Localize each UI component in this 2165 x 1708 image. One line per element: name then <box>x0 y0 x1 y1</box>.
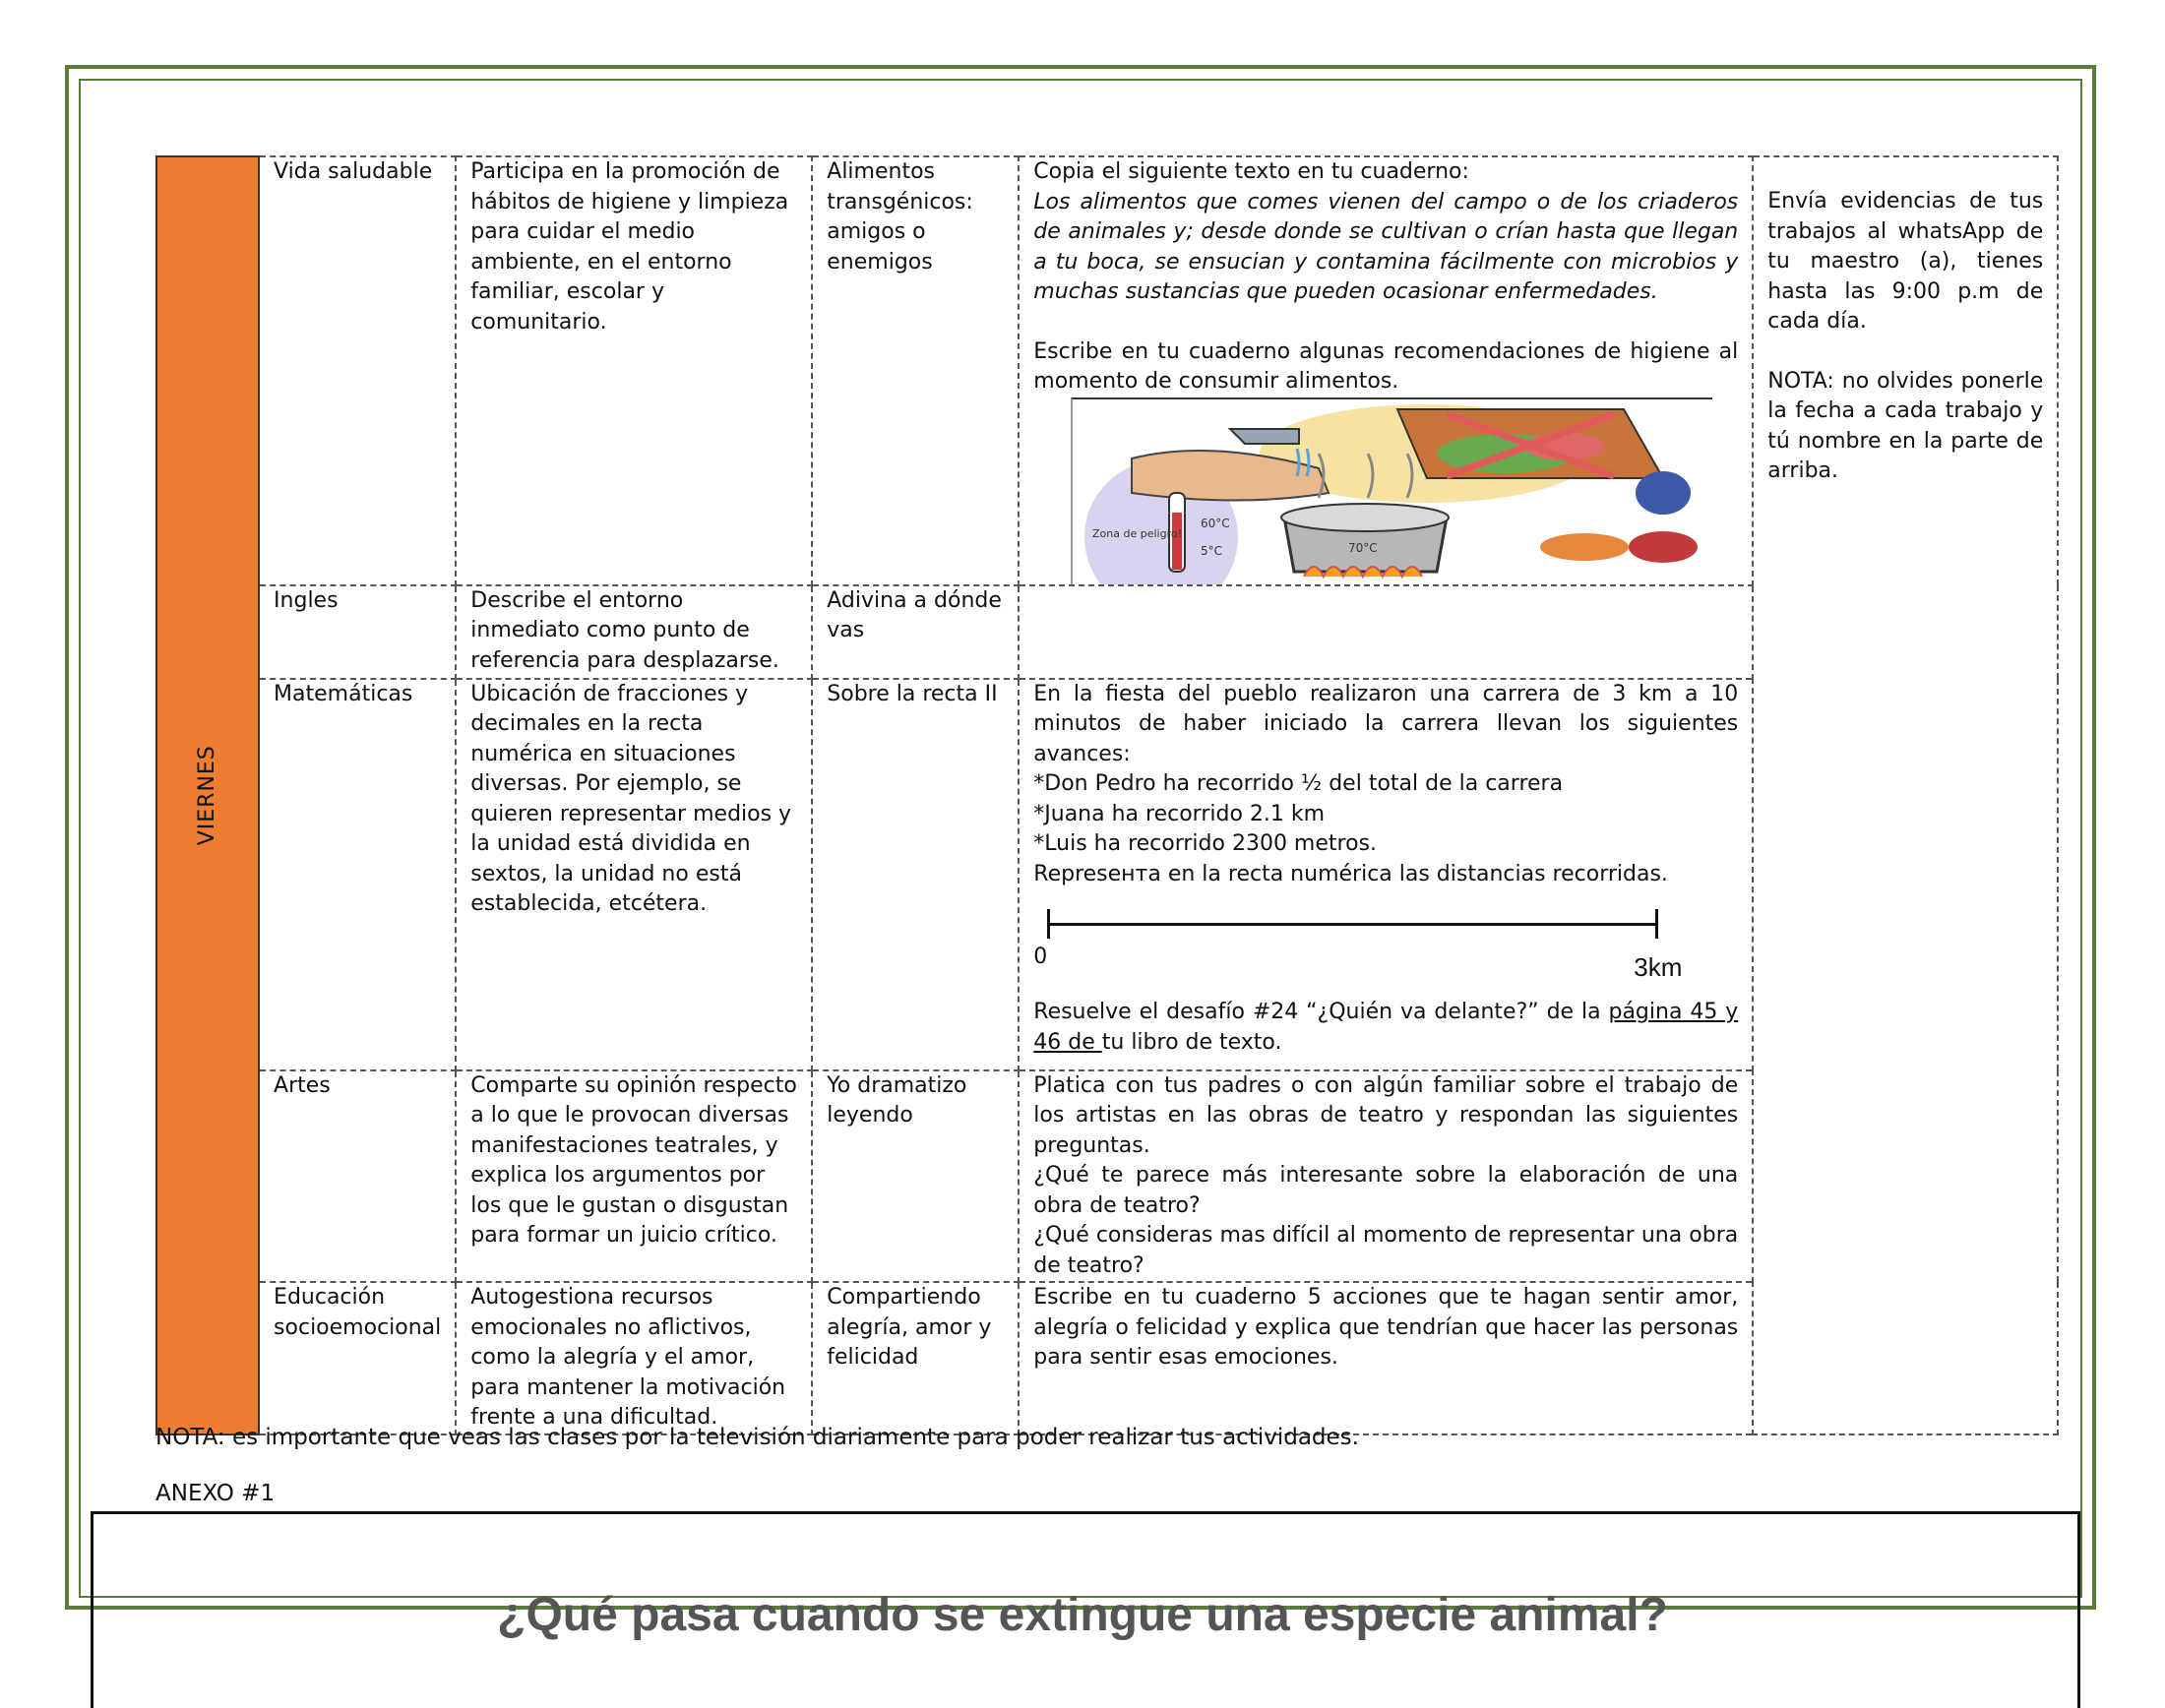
activity-question: ¿Qué te parece más interesante sobre la elaboración de una obra de teatro? <box>1033 1163 1739 1218</box>
page-reference-link: página 45 y 46 de <box>1033 1000 1739 1055</box>
temp-5-label: 5°C <box>1201 543 1223 558</box>
subject-cell: Matemáticas <box>259 679 456 1070</box>
day-column <box>156 156 259 1434</box>
evidence-cell <box>1753 156 2058 1434</box>
number-line-tick-end <box>1655 909 1658 939</box>
number-line-end-label: 3km <box>1634 952 1683 982</box>
topic-cell: Compartiendo alegría, amor y felicidad <box>812 1282 1019 1434</box>
topic-cell: Sobre la recta II <box>812 679 1019 1070</box>
learning-cell: Ubicación de fracciones y decimales en la recta numérica en situaciones diversas. Por ejemplo, se quieren representar medios y la unidad está dividida en sextos, la unidad no está establecida, etcétera. <box>456 679 812 1070</box>
learning-cell: Comparte su opinión respecto a lo que le provocan diversas manifestaciones teatrales, y explica los argumentos por los que le gustan o disgustan para formar un juicio crítico. <box>456 1070 812 1283</box>
activity-paragraph: En la fiesta del pueblo realizaron una carrera de 3 km a 10 minutos de haber iniciado la carrera llevan los siguientes avances: <box>1033 681 1739 766</box>
learning-cell: Autogestiona recursos emocionales no aflictivos, como la alegría y el amor, para mantener la motivación frente a una dificultad. <box>456 1282 812 1434</box>
subject-cell: Ingles <box>259 585 456 679</box>
topic-cell: Yo dramatizo leyendo <box>812 1070 1019 1283</box>
evidence-note: NOTA: no olvides ponerle la fecha a cada trabajo y tú nombre en la parte de arriba. <box>1767 368 2044 483</box>
topic-cell: Alimentos transgénicos: amigos o enemigos <box>812 156 1019 585</box>
learning-cell: Participa en la promoción de hábitos de higiene y limpieza para cuidar el medio ambiente, en el entorno familiar, escolar y comunitario. <box>456 156 812 585</box>
schedule-table <box>155 155 2059 1435</box>
subject-cell: Vida saludable <box>259 156 456 585</box>
subject-cell: Educación socioemocional <box>259 1282 456 1434</box>
activity-cell <box>1019 1070 1753 1283</box>
number-line-start-label: 0 <box>1033 945 1048 969</box>
topic-cell: Adivina a dónde vas <box>812 585 1019 679</box>
number-line-axis <box>1047 923 1657 926</box>
activity-quote: Los alimentos que comes vienen del campo o de los criaderos de animales y; desde donde se cultivan o crían hasta que llegan a tu boca, se ensucian y contamina fácilmente con microbios y muchas sustancias que pueden ocasionar enfermedades. <box>1033 189 1739 304</box>
activity-paragraph: Platica con tus padres o con algún familiar sobre el trabajo de los artistas en las obras de teatro y respondan las siguientes preguntas. <box>1033 1072 1739 1158</box>
subject-cell: Artes <box>259 1070 456 1283</box>
activity-paragraph: Resuelve el desafío #24 “¿Quién va delante?” de la página 45 y 46 de tu libro de texto. <box>1033 1000 1739 1055</box>
anexo-label: ANEXO #1 <box>155 1481 276 1506</box>
learning-cell: Describe el entorno inmediato como punto de referencia para desplazarse. <box>456 585 812 679</box>
activity-question: ¿Qué consideras mas difícil al momento de representar una obra de teatro? <box>1033 1223 1739 1278</box>
activity-cell <box>1019 156 1753 585</box>
activity-line: *Luis ha recorrido 2300 metros. <box>1033 831 1377 856</box>
activity-cell: Escribe en tu cuaderno 5 acciones que te hagan sentir amor, alegría o felicidad y explica que tendrían que hacer las personas para sentir esas emociones. <box>1019 1282 1753 1434</box>
day-label: VIERNES <box>194 745 219 846</box>
food-hygiene-illustration <box>1071 397 1712 584</box>
activity-cell <box>1019 679 1753 1070</box>
zone-label: Zona de peligro! <box>1092 526 1183 540</box>
evidence-text: Envía evidencias de tus trabajos al whatsApp de tu maestro (a), tienes hasta las 9:00 p.m de cada día. <box>1767 189 2044 334</box>
activity-intro: Copia el siguiente texto en tu cuaderno: <box>1033 159 1469 184</box>
anexo-title: ¿Qué pasa cuando se extingue una especie animal? <box>497 1589 1668 1641</box>
activity-line: Represента en la recta numérica las distancias recorridas. <box>1033 861 1668 886</box>
activity-line: *Don Pedro ha recorrido ½ del total de la carrera <box>1033 771 1564 796</box>
temp-60-label: 60°C <box>1201 516 1230 530</box>
activity-task: Escribe en tu cuaderno algunas recomendaciones de higiene al momento de consumir alimentos. <box>1033 338 1739 394</box>
temp-70-label: 70°C <box>1348 540 1378 555</box>
number-line <box>1033 889 1738 998</box>
table-row <box>156 156 2058 585</box>
activity-line: *Juana ha recorrido 2.1 km <box>1033 801 1326 826</box>
footer-note: NOTA: es importante que veas las clases por la televisión diariamente para poder realizar tus actividades. <box>155 1425 1359 1450</box>
activity-cell <box>1019 585 1753 679</box>
